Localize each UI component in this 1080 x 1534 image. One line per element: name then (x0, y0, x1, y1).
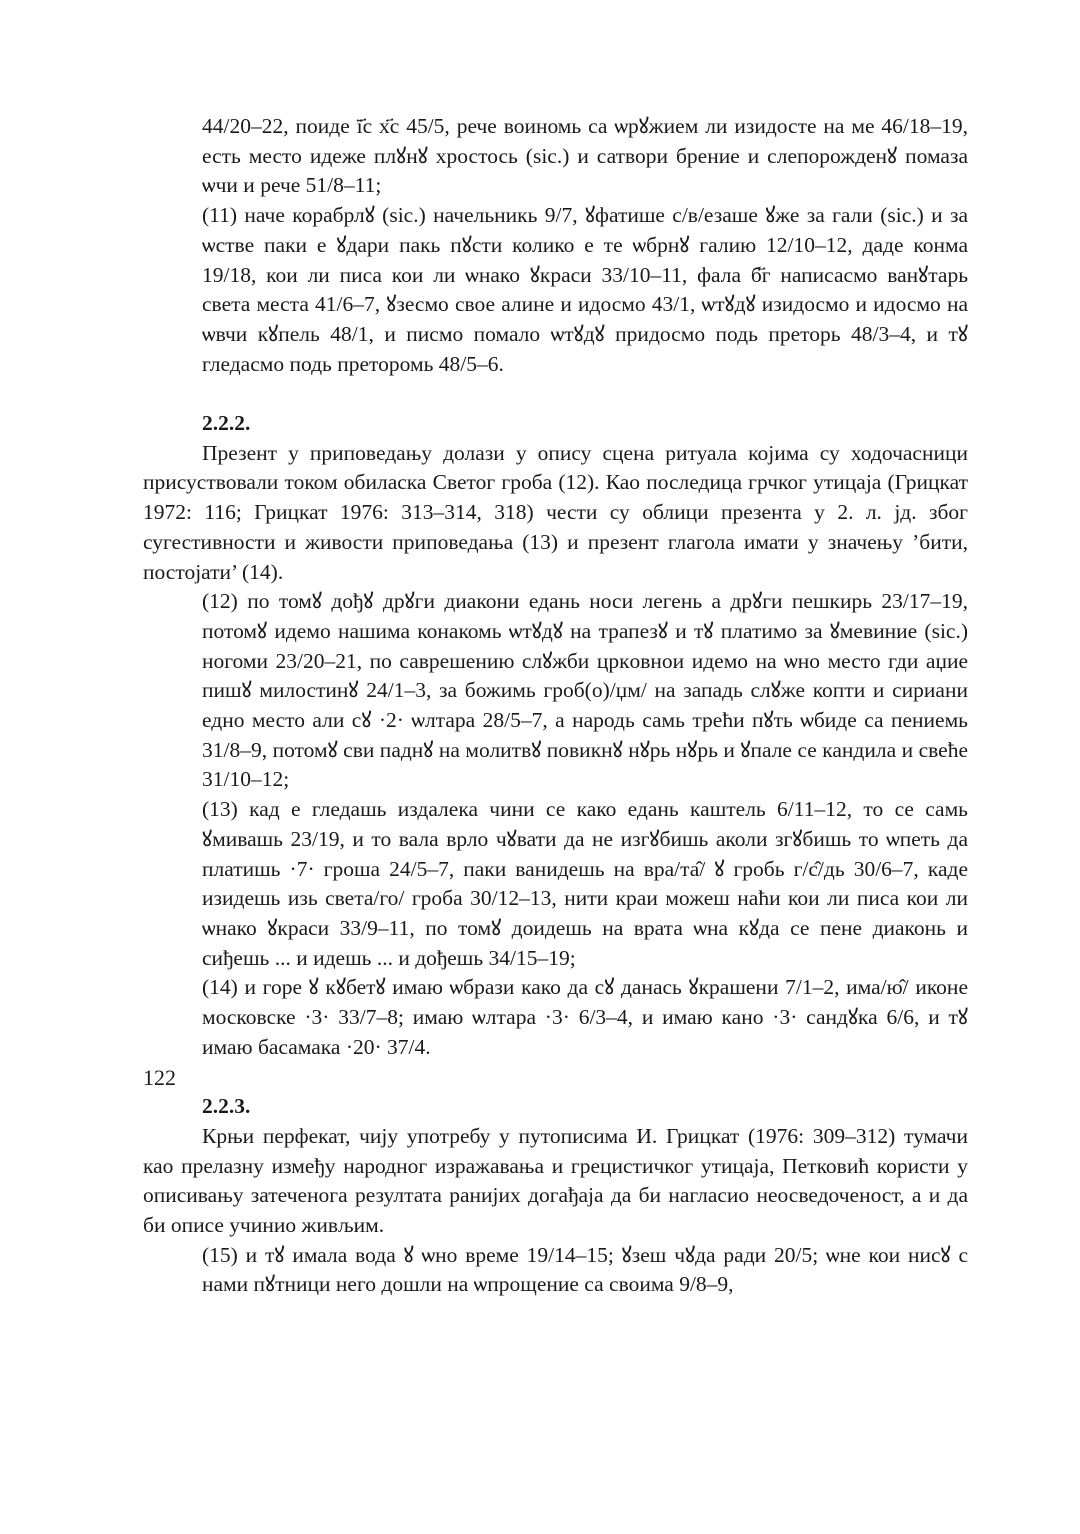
example-12: (12) по томꙋ дођꙋ дрꙋги диакони едань носи легень а дрꙋги пешкирь 23/17–19, потомꙋ идемо нашима конакомь ѡтꙋдꙋ на трапезꙋ и тꙋ платимо за ꙋмевиние (sic.) ногоми 23/20–21, по саврешению слꙋжби цркoвнои идемо на ѡно место гди аџие пишꙋ милостинꙋ 24/1–3, за божимь гроб(о)/џм/ на западь слꙋже копти и сириани едно место али сꙋ ·2· ѡлтара 28/5–7, а народь самь трећи пꙋть ѡбиде са пениемь 31/8–9, потомꙋ сви паднꙋ на молитвꙋ повикнꙋ нꙋрь нꙋрь и ꙋпале се кандила и свеће 31/10–12; (202, 589, 968, 792)
spacer (143, 1062, 968, 1092)
paragraph-present-tense: Презент у приповедању долази у опису сцена ритуала којима су ходочасници присуствовали током обиласка Светог гроба (12). Као последица грчког утицаја (Грицкат 1972: 116; Грицкат 1976: 313–314, 318) чести су облици презента у 2. л. јд. због сугестивности и живости приповедања (13) и презент глагола имати у значењу ’бити, постојати’ (14). (143, 440, 968, 584)
section-heading-2-2-3: 2.2.3. (202, 1094, 251, 1119)
text-body (143, 112, 968, 1300)
example-13: (13) кад е гледашь издалека чини се како едань каштель 6/11–12, то се самь ꙋмивашь 23/19, и то вала врло чꙋвати да не изгꙋбишь аколи згꙋбишь то ѡпеть да платишь ·7· гроша 24/5–7, паки ванидешь на вра/та̂/ ꙋ гробь г/с̂/дь 30/6–7, каде изидешь изь света/го/ гроба 30/12–13, нити краи можеш наћи кои ли писа кои ли ѡнако ꙋкраси 33/9–11, по томꙋ доидешь на врата ѡна кꙋда се пене диаконь и сиђешь ... и идешь ... и дођешь 34/15–19; (202, 797, 968, 970)
example-15: (15) и тꙋ имала вода ꙋ ѡно време 19/14–15; ꙋзеш чꙋда ради 20/5; ѡне кои нисꙋ с нами пꙋтници него дошли на ѡпрощение са своима 9/8–9, (202, 1242, 968, 1297)
example-11: (11) наче корабрлꙋ (sic.) начельникь 9/7, ꙋфатише с/в/езаше ꙋже за гали (sic.) и за ѡстве паки е ꙋдари пакь пꙋсти колико е те ѡбрнꙋ галию 12/10–12, даде конма 19/18, кои ли писа кои ли ѡнако ꙋкраси 33/10–11, фала б҃г написасмо ванꙋтарь света места 41/6–7, ꙋзесмо свое алине и идосмо 43/1, ѡтꙋдꙋ изидосмо и идосмо на ѡвчи кꙋпель 48/1, и писмо помало ѡтꙋдꙋ придосмо подь преторь 48/3–4, и тꙋ гледасмо подь преторомь 48/5–6. (202, 203, 968, 376)
spacer (143, 379, 968, 409)
page-number: 122 (143, 1065, 176, 1090)
paragraph-perfect-tense: Крњи перфекат, чију употребу у путописима И. Грицкат (1976: 309–312) тумачи као прелазну између народног изражавања и грецистичког утицаја, Петковић користи у описивању затеченога резултата ранијих догађаја да би нагласио неосведоченост, а и да би описе учинио живљим. (143, 1123, 968, 1237)
section-heading-2-2-2: 2.2.2. (202, 411, 251, 436)
example-14: (14) и горе ꙋ кꙋбетꙋ имаю ѡбрази како да сꙋ данась ꙋкрашени 7/1–2, има/ю̂/ иконе московске ·3· 33/7–8; имаю ѡлтара ·3· 6/3–4, и имаю кано ·3· сандꙋка 6/6, и тꙋ имаю басамака ·20· 37/4. (202, 975, 968, 1059)
example-44-20: 44/20–22, поиде ї҃с х҃с 45/5, рече воиномь са ѡрꙋжием ли изидосте на ме 46/18–19, есть место идеже плꙋнꙋ хростось (sic.) и сатвори брение и слепорожденꙋ помаза ѡчи и рече 51/8–11; (202, 114, 968, 198)
